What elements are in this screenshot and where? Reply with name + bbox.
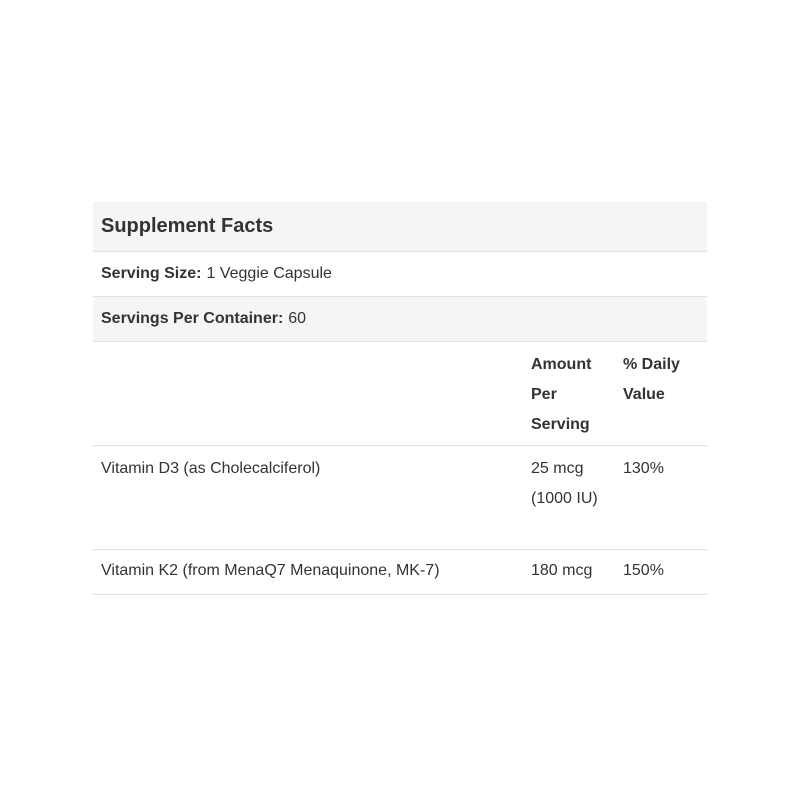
column-header-row [93, 342, 707, 446]
column-header-daily-value: % Daily Value [623, 356, 680, 403]
facts-title: Supplement Facts [93, 202, 707, 252]
servings-per-container-value: 60 [288, 310, 307, 327]
nutrient-daily-value: 130% [623, 460, 664, 477]
column-header-name [93, 342, 523, 445]
nutrient-amount: 25 mcg (1000 IU) [531, 460, 598, 507]
serving-size-label: Serving Size: [101, 265, 202, 282]
serving-size-value: 1 Veggie Capsule [206, 265, 332, 282]
nutrient-amount: 180 mcg [531, 562, 593, 579]
table-row [93, 446, 707, 550]
servings-per-container-row [93, 297, 707, 342]
supplement-facts-table [93, 202, 707, 595]
column-header-amount: Amount Per Serving [531, 356, 592, 433]
table-row [93, 550, 707, 595]
serving-size-row [93, 252, 707, 297]
servings-per-container-label: Servings Per Container: [101, 310, 284, 327]
nutrient-name: Vitamin D3 (as Cholecalciferol) [101, 460, 321, 477]
nutrient-daily-value: 150% [623, 562, 664, 579]
nutrient-name: Vitamin K2 (from MenaQ7 Menaquinone, MK-7) [101, 562, 440, 579]
